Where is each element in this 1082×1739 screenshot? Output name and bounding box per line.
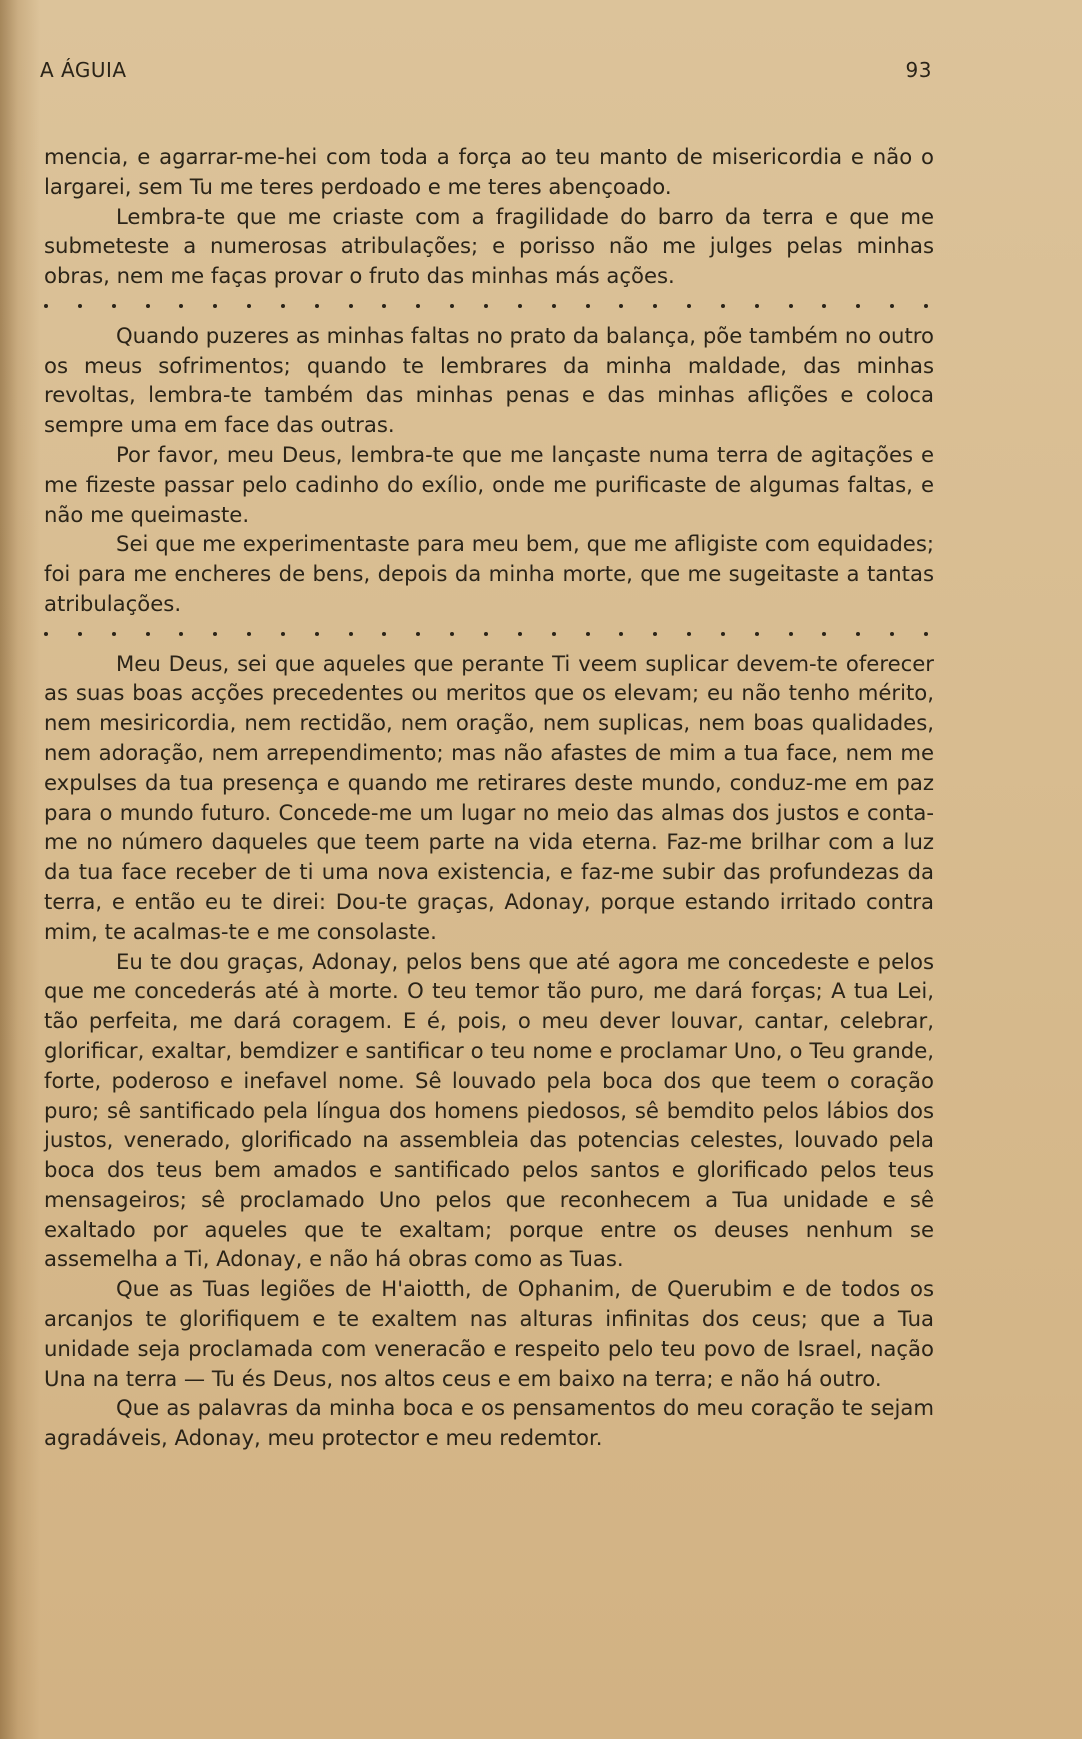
paragraph: Sei que me experimentaste para meu bem, que me afligiste com equidades; foi para me encheres de bens, depois da minha morte, que me sugeitaste a tantas atribulações. <box>44 531 934 616</box>
page-header <box>40 58 932 82</box>
paragraph: Meu Deus, sei que aqueles que perante Ti veem suplicar devem-te oferecer as suas boas acções precedentes ou meritos que os elevam; eu não tenho mérito, nem mesiricordia, nem rectidão, nem oração, nem suplicas, nem boas qualidades, nem adoração, nem arrependimento; mas não afastes de mim a tua face, nem me expulses da tua presença e quando me retirares deste mundo, conduz-me em paz para o mundo futuro. Concede-me um lugar no meio das almas dos justos e conta-me no número daqueles que teem parte na vida eterna. Faz-me brilhar com a luz da tua face receber de ti uma nova existencia, e faz-me subir das profundezas da terra, e então eu te direi: Dou-te graças, Adonay, porque estando irritado contra mim, te acalmas-te e me consolaste. <box>44 650 934 944</box>
page-number: 93 <box>905 58 932 82</box>
ellipsis-divider <box>44 619 934 649</box>
paragraph: Que as Tuas legiões de H'aiotth, de Ophanim, de Querubim e de todos os arcanjos te glorifiquem e te exaltem nas alturas infinitas dos ceus; que a Tua unidade seja proclamada com veneracão e respeito pelo teu povo de Israel, nação Una na terra — Tu és Deus, nos altos ceus e em baixo na terra; e não há outro. <box>44 1276 934 1391</box>
running-title: A ÁGUIA <box>40 58 127 82</box>
page-body <box>44 142 934 1453</box>
paragraph: Lembra-te que me criaste com a fragilidade do barro da terra e que me submeteste a numerosas atribulações; e porisso não me julges pelas minhas obras, nem me faças provar o fruto das minhas más ações. <box>44 203 934 289</box>
ellipsis-divider <box>44 291 934 321</box>
paragraph-continuation: mencia, e agarrar-me-hei com toda a força ao teu manto de misericordia e não o largarei, sem Tu me teres perdoado e me teres abençoado. <box>44 144 934 199</box>
paragraph: Quando puzeres as minhas faltas no prato da balança, põe também no outro os meus sofrimentos; quando te lembrares da minha maldade, das minhas revoltas, lembra-te também das minhas penas e das minhas aflições e coloca sempre uma em face das outras. <box>44 322 934 438</box>
paragraph: Que as palavras da minha boca e os pensamentos do meu coração te sejam agradáveis, Adonay, meu protector e meu redemtor. <box>44 1395 934 1451</box>
paragraph: Por favor, meu Deus, lembra-te que me lançaste numa terra de agitações e me fizeste passar pelo cadinho do exílio, onde me purificaste de algumas faltas, e não me queimaste. <box>44 441 934 527</box>
paragraph: Eu te dou graças, Adonay, pelos bens que até agora me concedeste e pelos que me concederás até à morte. O teu temor tão puro, me dará forças; A tua Lei, tão perfeita, me dará coragem. E é, pois, o meu dever louvar, cantar, celebrar, glorificar, exaltar, bemdizer e santificar o teu nome e proclamar Uno, o Teu grande, forte, poderoso e inefavel nome. Sê louvado pela boca dos que teem o coração puro; sê santificado pela língua dos homens piedosos, sê bemdito pelos lábios dos justos, venerado, glorificado na assembleia das potencias celestes, louvado pela boca dos teus bem amados e santificado pelos santos e glorificado pelos teus mensageiros; sê proclamado Uno pelos que reconhecem a Tua unidade e sê exaltado por aqueles que te exaltam; porque entre os deuses nenhum se assemelha a Ti, Adonay, e não há obras como as Tuas. <box>44 948 934 1272</box>
